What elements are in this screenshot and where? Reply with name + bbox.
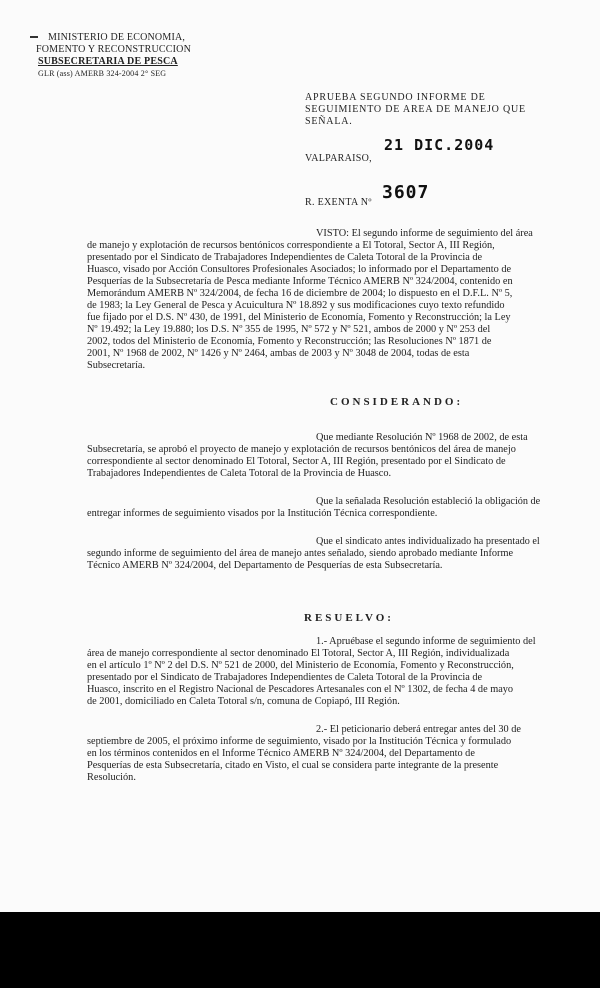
place: VALPARAISO, <box>305 153 372 164</box>
considerando-line: Que la señalada Resolución estableció la obligación de <box>316 496 541 507</box>
considerando-line: Que el sindicato antes individualizado ha presentado el <box>316 536 540 547</box>
header-reference-code: GLR (ass) AMERB 324-2004 2° SEG <box>38 69 167 78</box>
considerando-line: correspondiente al sector denominado El Totoral, Sector A, III Región, presentado por el Sindicato de <box>87 456 506 467</box>
resuelvo-line: 1.- Apruébase el segundo informe de seguimiento del <box>316 636 536 647</box>
exenta-number: 3607 <box>382 182 430 203</box>
visto-line: fue fijado por el D.S. Nº 430, de 1991, del Ministerio de Economía, Fomento y Reconstrucción; la Ley <box>87 312 511 323</box>
visto-line: Memorándum AMERB Nº 324/2004, de fecha 16 de diciembre de 2004; lo dispuesto en el D.F.L. Nº 5, <box>87 288 513 299</box>
resuelvo-line: Pesquerías de esta Subsecretaría, citado en Visto, el cual se considera parte integrante de la presente <box>87 760 499 771</box>
visto-line: de 1983; la Ley General de Pesca y Acuicultura Nº 18.892 y sus modificaciones cuyo texto refundido <box>87 300 505 311</box>
considerando-line: Subsecretaría, se aprobó el proyecto de manejo y explotación de recursos bentónicos del área de manejo <box>87 444 516 455</box>
resuelvo-heading: RESUELVO: <box>304 612 394 624</box>
considerando-line: Que mediante Resolución Nº 1968 de 2002, de esta <box>316 432 528 443</box>
subject-line-1: APRUEBA SEGUNDO INFORME DE <box>305 92 486 103</box>
visto-line: 2001, Nº 1968 de 2002, Nº 1426 y Nº 2464, ambas de 2003 y Nº 3048 de 2004, todas de esta <box>87 348 470 359</box>
resuelvo-line: área de manejo correspondiente al sector denominado El Totoral, Sector A, III Región, individualizada <box>87 648 510 659</box>
resuelvo-line: presentado por el Sindicato de Trabajadores Independientes de Caleta Totoral de la Provincia de <box>87 672 483 683</box>
visto-line: 2002, todos del Ministerio de Economía, Fomento y Reconstrucción; las Resoluciones Nº 1871 de <box>87 336 492 347</box>
considerando-line: entregar informes de seguimiento visados por la Institución Técnica correspondiente. <box>87 508 438 519</box>
header-ministry: MINISTERIO DE ECONOMIA, <box>48 32 186 43</box>
considerando-line: Técnico AMERB Nº 324/2004, del Departamento de Pesquerías de esta Subsecretaría. <box>87 560 443 571</box>
subject-line-3: SEÑALA. <box>305 116 353 127</box>
exenta-label: R. EXENTA Nº <box>305 197 372 208</box>
resuelvo-line: 2.- El peticionario deberá entregar antes del 30 de <box>316 724 521 735</box>
resuelvo-line: Huasco, inscrito en el Registro Nacional de Pescadores Artesanales con el Nº 1302, de fecha 4 de mayo <box>87 684 514 695</box>
resuelvo-line: en el artículo 1º Nº 2 del D.S. Nº 521 de 2000, del Ministerio de Economía, Fomento y Reconstrucción, <box>87 660 514 671</box>
visto-line: de manejo y explotación de recursos bentónicos correspondiente a El Totoral, Sector A, III Región, <box>87 240 495 251</box>
margin-mark <box>30 36 38 38</box>
resuelvo-line: septiembre de 2005, el próximo informe de seguimiento, visado por la Institución Técnica y formulado <box>87 736 512 747</box>
visto-line: Pesquerías de la Subsecretaría de Pesca mediante Informe Técnico AMERB Nº 324/2004, contenido en <box>87 276 513 287</box>
header-ministry-2: FOMENTO Y RECONSTRUCCION <box>36 44 192 55</box>
considerando-heading: CONSIDERANDO: <box>330 396 464 408</box>
considerando-line: Trabajadores Independientes de Caleta Totoral de la Provincia de Huasco. <box>87 468 392 479</box>
subject-line-2: SEGUIMIENTO DE AREA DE MANEJO QUE <box>305 104 526 115</box>
visto-line: Nº 19.492; la Ley 19.880; los D.S. Nº 355 de 1995, Nº 572 y Nº 521, ambos de 2000 y Nº 253 del <box>87 324 491 335</box>
resuelvo-line: Resolución. <box>87 772 136 783</box>
visto-line: Subsecretaría. <box>87 360 146 371</box>
visto-line: presentado por el Sindicato de Trabajadores Independientes de Caleta Totoral de la Provincia de <box>87 252 483 263</box>
visto-line: Huasco, visado por Acción Consultores Profesionales Asociados; lo informado por el Departamento de <box>87 264 512 275</box>
header-subsecretaria: SUBSECRETARIA DE PESCA <box>38 56 178 67</box>
resuelvo-line: de 2001, domiciliado en Caleta Totoral s/n, comuna de Copiapó, III Región. <box>87 696 400 707</box>
considerando-line: segundo informe de seguimiento del área de manejo antes señalado, siendo aprobado mediante Informe <box>87 548 514 559</box>
resuelvo-line: en los términos contenidos en el Informe Técnico AMERB Nº 324/2004, del Departamento de <box>87 748 475 759</box>
handwritten-date: 21 DIC.2004 <box>384 136 495 154</box>
visto-line: VISTO: El segundo informe de seguimiento del área <box>316 228 533 239</box>
